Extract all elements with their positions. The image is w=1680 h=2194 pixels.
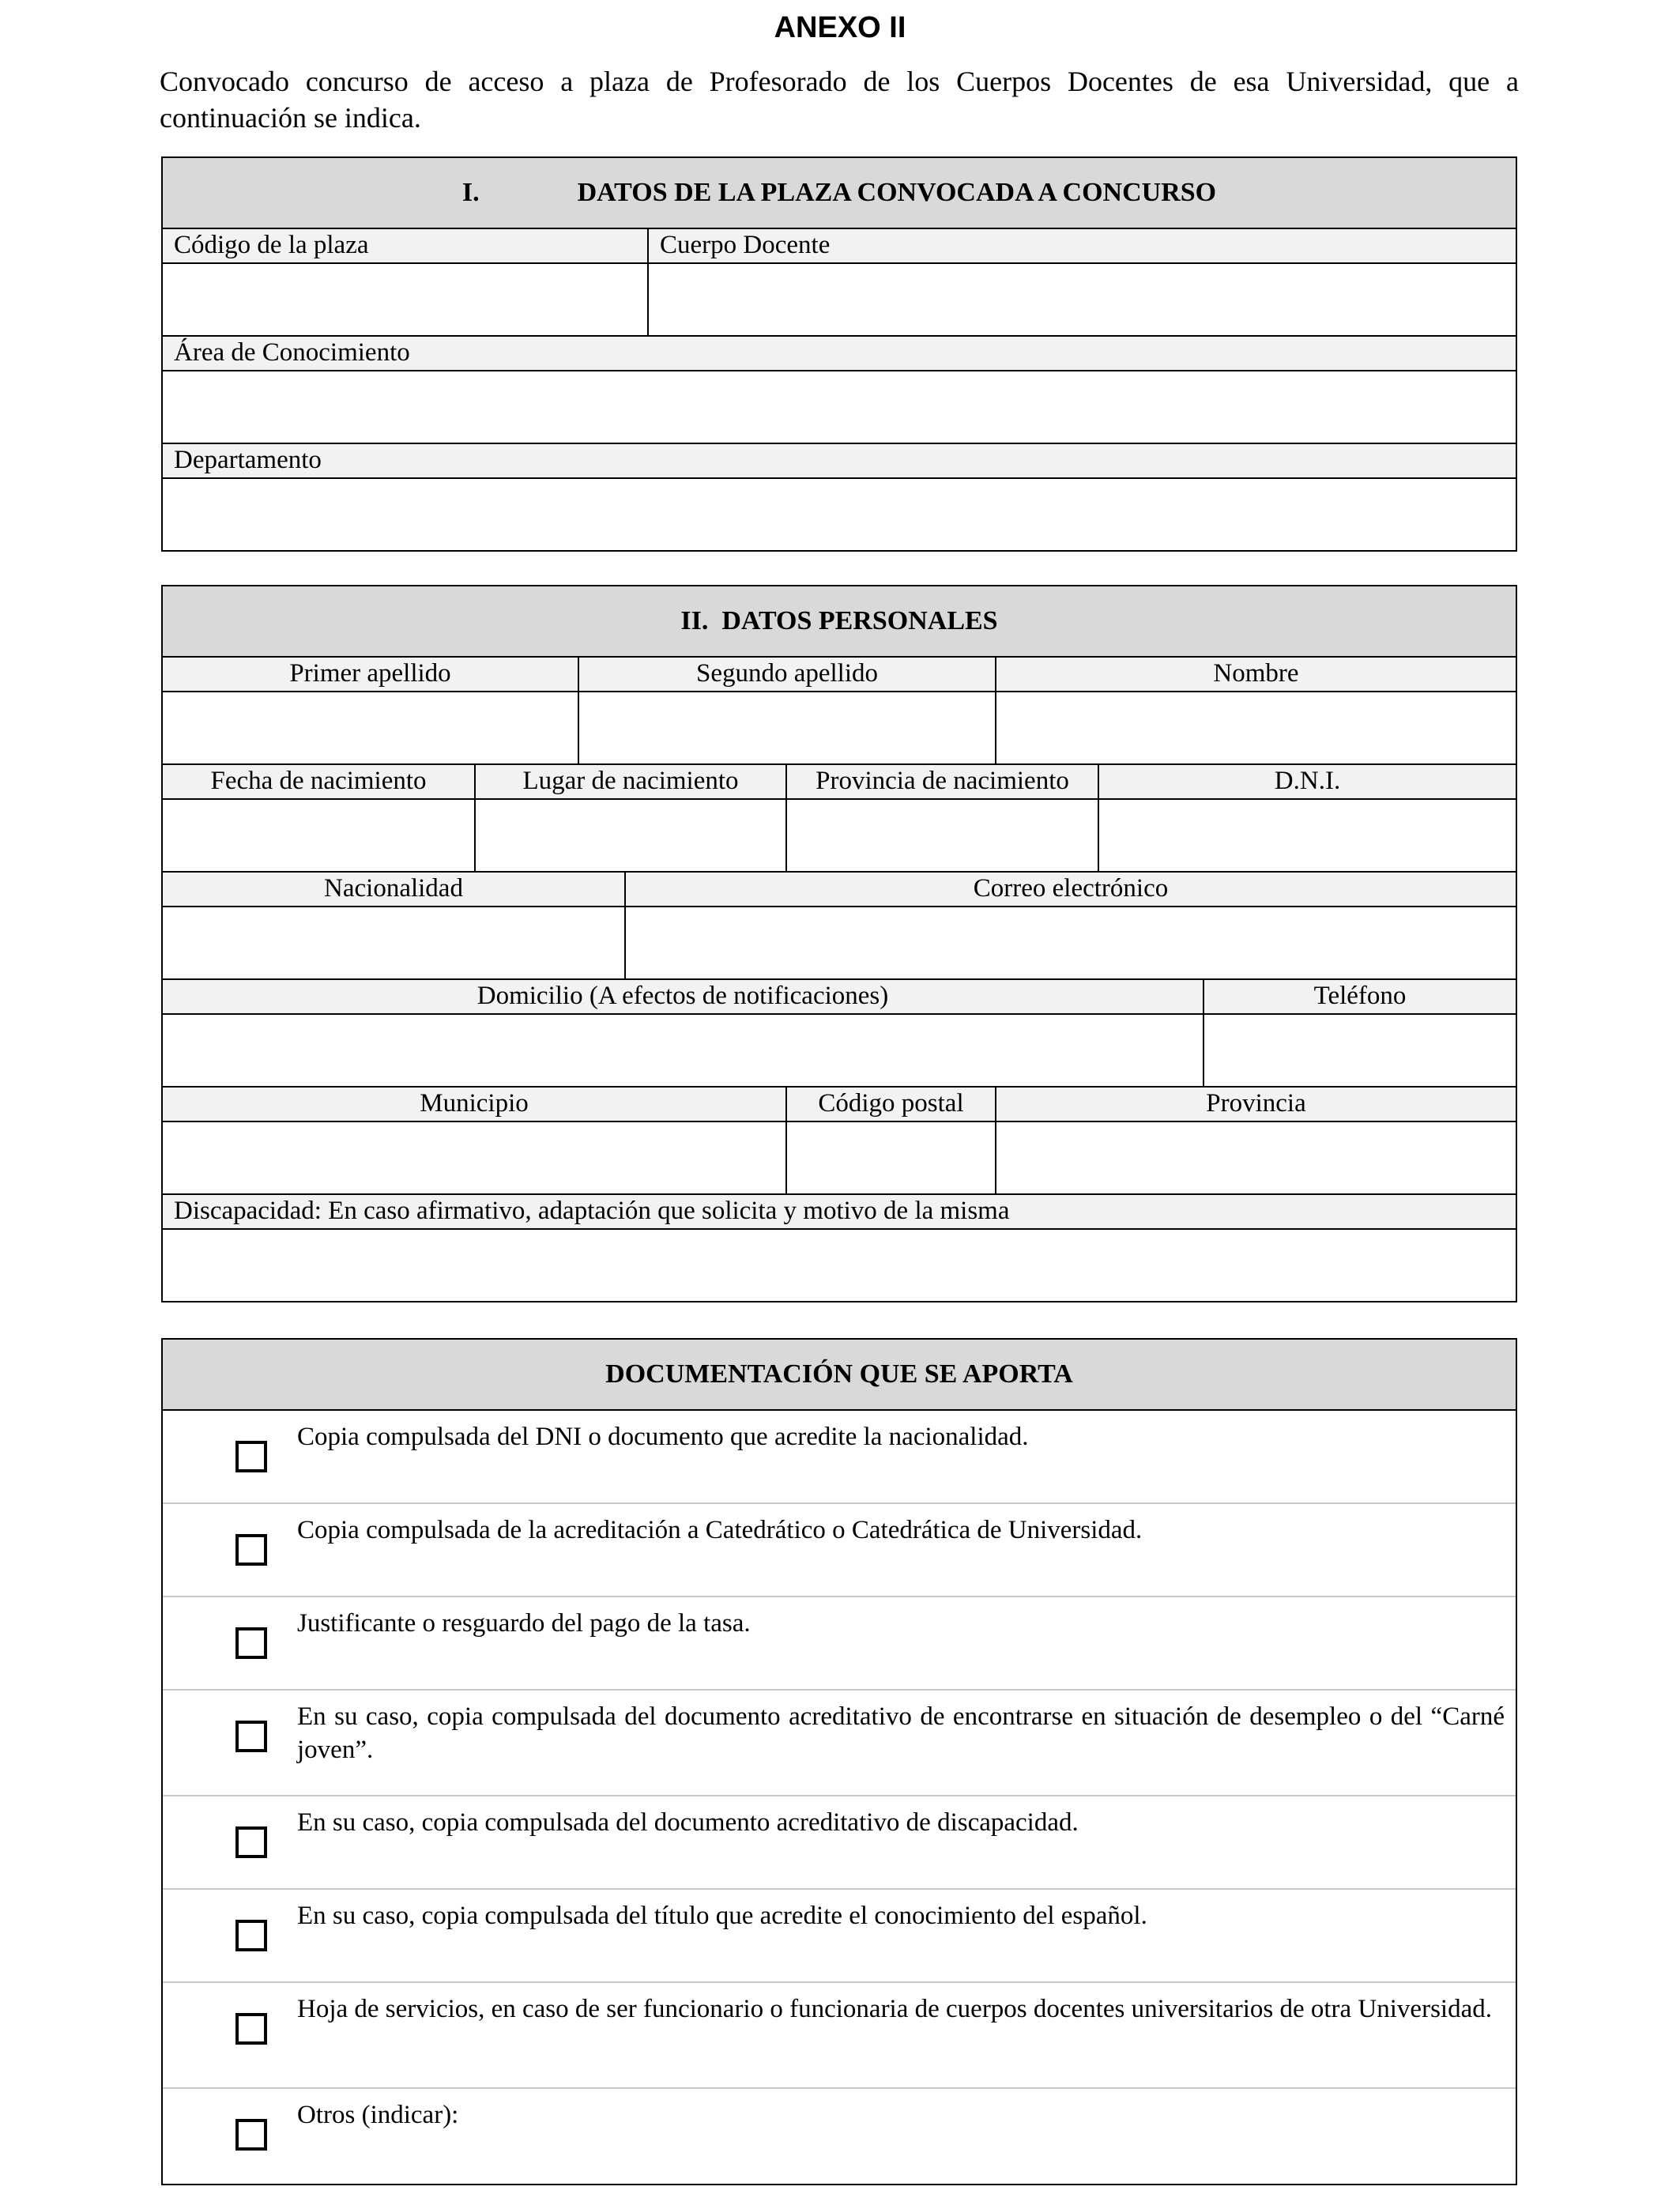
doc-item [163, 1691, 1516, 1796]
section-documentacion [161, 1338, 1517, 2185]
doc-item [163, 2089, 1516, 2181]
input-cuerpo-docente[interactable] [649, 264, 1516, 335]
input-segundo-apellido[interactable] [579, 692, 996, 763]
label-fecha-nacimiento: Fecha de nacimiento [163, 765, 476, 798]
doc-checkbox[interactable] [235, 1627, 267, 1659]
label-row [163, 873, 1516, 907]
section-datos-personales-header [163, 586, 1516, 658]
input-domicilio[interactable] [163, 1015, 1204, 1086]
section-plaza-title: DATOS DE LA PLAZA CONVOCADA A CONCURSO [577, 178, 1217, 207]
label-row [163, 658, 1516, 692]
label-area-conocimiento: Área de Conocimiento [174, 338, 410, 367]
input-departamento[interactable] [163, 479, 1516, 552]
label-row [163, 444, 1516, 479]
label-departamento: Departamento [174, 446, 322, 474]
label-dni: D.N.I. [1274, 767, 1341, 795]
doc-item-text: En su caso, copia compulsada del documento acreditativo de discapacidad. [297, 1808, 1079, 1837]
label-row [163, 1088, 1516, 1122]
label-nacionalidad: Nacionalidad [163, 873, 626, 906]
input-dni[interactable] [1099, 800, 1516, 871]
label-nombre: Nombre [1213, 659, 1299, 688]
intro-text: Convocado concurso de acceso a plaza de Profesorado de los Cuerpos Docentes de esa Universidad, que a continuación se indica. [160, 66, 1519, 134]
input-nombre[interactable] [996, 692, 1516, 763]
section-datos-personales [161, 585, 1517, 1302]
label-row [163, 229, 1516, 264]
doc-item-text: Copia compulsada de la acreditación a Catedrático o Catedrática de Universidad. [297, 1516, 1143, 1544]
label-row [163, 337, 1516, 371]
label-correo-electronico: Correo electrónico [973, 874, 1169, 903]
input-lugar-nacimiento[interactable] [476, 800, 787, 871]
doc-checkbox[interactable] [235, 1721, 267, 1752]
doc-item-text: Hoja de servicios, en caso de ser funcionario o funcionaria de cuerpos docentes universitarios de otra Universidad. [297, 1995, 1492, 2023]
field-row [163, 800, 1516, 873]
doc-checkbox[interactable] [235, 1826, 267, 1858]
doc-checkbox[interactable] [235, 2119, 267, 2151]
label-telefono: Teléfono [1313, 982, 1407, 1010]
section-documentacion-header [163, 1340, 1516, 1411]
doc-checkbox[interactable] [235, 2013, 267, 2045]
page-title: ANEXO II [774, 11, 906, 44]
input-correo-electronico[interactable] [626, 907, 1516, 978]
section-documentacion-title: DOCUMENTACIÓN QUE SE APORTA [605, 1359, 1073, 1389]
field-row [163, 1015, 1516, 1088]
section-plaza-number: I. [461, 178, 480, 207]
field-row [163, 1230, 1516, 1302]
label-row [163, 1195, 1516, 1230]
input-nacionalidad[interactable] [163, 907, 626, 978]
doc-item-text: En su caso, copia compulsada del documento acreditativo de encontrarse en situación de desempleo o del “Carné joven”. [297, 1702, 1505, 1764]
doc-item-text: Copia compulsada del DNI o documento que acredite la nacionalidad. [297, 1423, 1029, 1451]
doc-checkbox[interactable] [235, 1441, 267, 1472]
label-cuerpo-docente: Cuerpo Docente [660, 231, 831, 259]
field-row [163, 1122, 1516, 1195]
section-plaza [161, 156, 1517, 552]
doc-item-text: Justificante o resguardo del pago de la tasa. [297, 1609, 751, 1638]
input-codigo-plaza[interactable] [163, 264, 649, 335]
doc-item [163, 1890, 1516, 1983]
input-telefono[interactable] [1204, 1015, 1516, 1086]
field-row [163, 479, 1516, 552]
label-provincia: Provincia [1206, 1089, 1306, 1118]
label-primer-apellido: Primer apellido [163, 658, 579, 691]
doc-item [163, 1504, 1516, 1597]
field-row [163, 371, 1516, 444]
label-domicilio: Domicilio (A efectos de notificaciones) [163, 980, 1204, 1013]
label-codigo-postal: Código postal [787, 1088, 996, 1121]
label-municipio: Municipio [163, 1088, 787, 1121]
field-row [163, 692, 1516, 765]
label-segundo-apellido: Segundo apellido [579, 658, 996, 691]
doc-item-text: Otros (indicar): [297, 2101, 459, 2129]
doc-item [163, 1796, 1516, 1890]
doc-checkbox[interactable] [235, 1920, 267, 1951]
label-row [163, 980, 1516, 1015]
input-provincia-nacimiento[interactable] [787, 800, 1099, 871]
doc-item-text: En su caso, copia compulsada del título que acredite el conocimiento del español. [297, 1902, 1147, 1930]
label-codigo-plaza: Código de la plaza [163, 229, 649, 262]
input-fecha-nacimiento[interactable] [163, 800, 476, 871]
input-codigo-postal[interactable] [787, 1122, 996, 1193]
doc-item [163, 1411, 1516, 1504]
section-datos-personales-title: II. DATOS PERSONALES [680, 606, 998, 635]
label-lugar-nacimiento: Lugar de nacimiento [476, 765, 787, 798]
label-provincia-nacimiento: Provincia de nacimiento [787, 765, 1099, 798]
input-area-conocimiento[interactable] [163, 371, 1516, 443]
doc-item [163, 1983, 1516, 2089]
label-row [163, 765, 1516, 800]
input-discapacidad[interactable] [163, 1230, 1516, 1302]
section-plaza-header [163, 158, 1516, 229]
field-row [163, 907, 1516, 980]
label-discapacidad: Discapacidad: En caso afirmativo, adaptación que solicita y motivo de la misma [174, 1197, 1010, 1225]
input-municipio[interactable] [163, 1122, 787, 1193]
input-primer-apellido[interactable] [163, 692, 579, 763]
doc-checkbox[interactable] [235, 1534, 267, 1566]
input-provincia[interactable] [996, 1122, 1516, 1193]
field-row [163, 264, 1516, 337]
doc-item [163, 1597, 1516, 1691]
